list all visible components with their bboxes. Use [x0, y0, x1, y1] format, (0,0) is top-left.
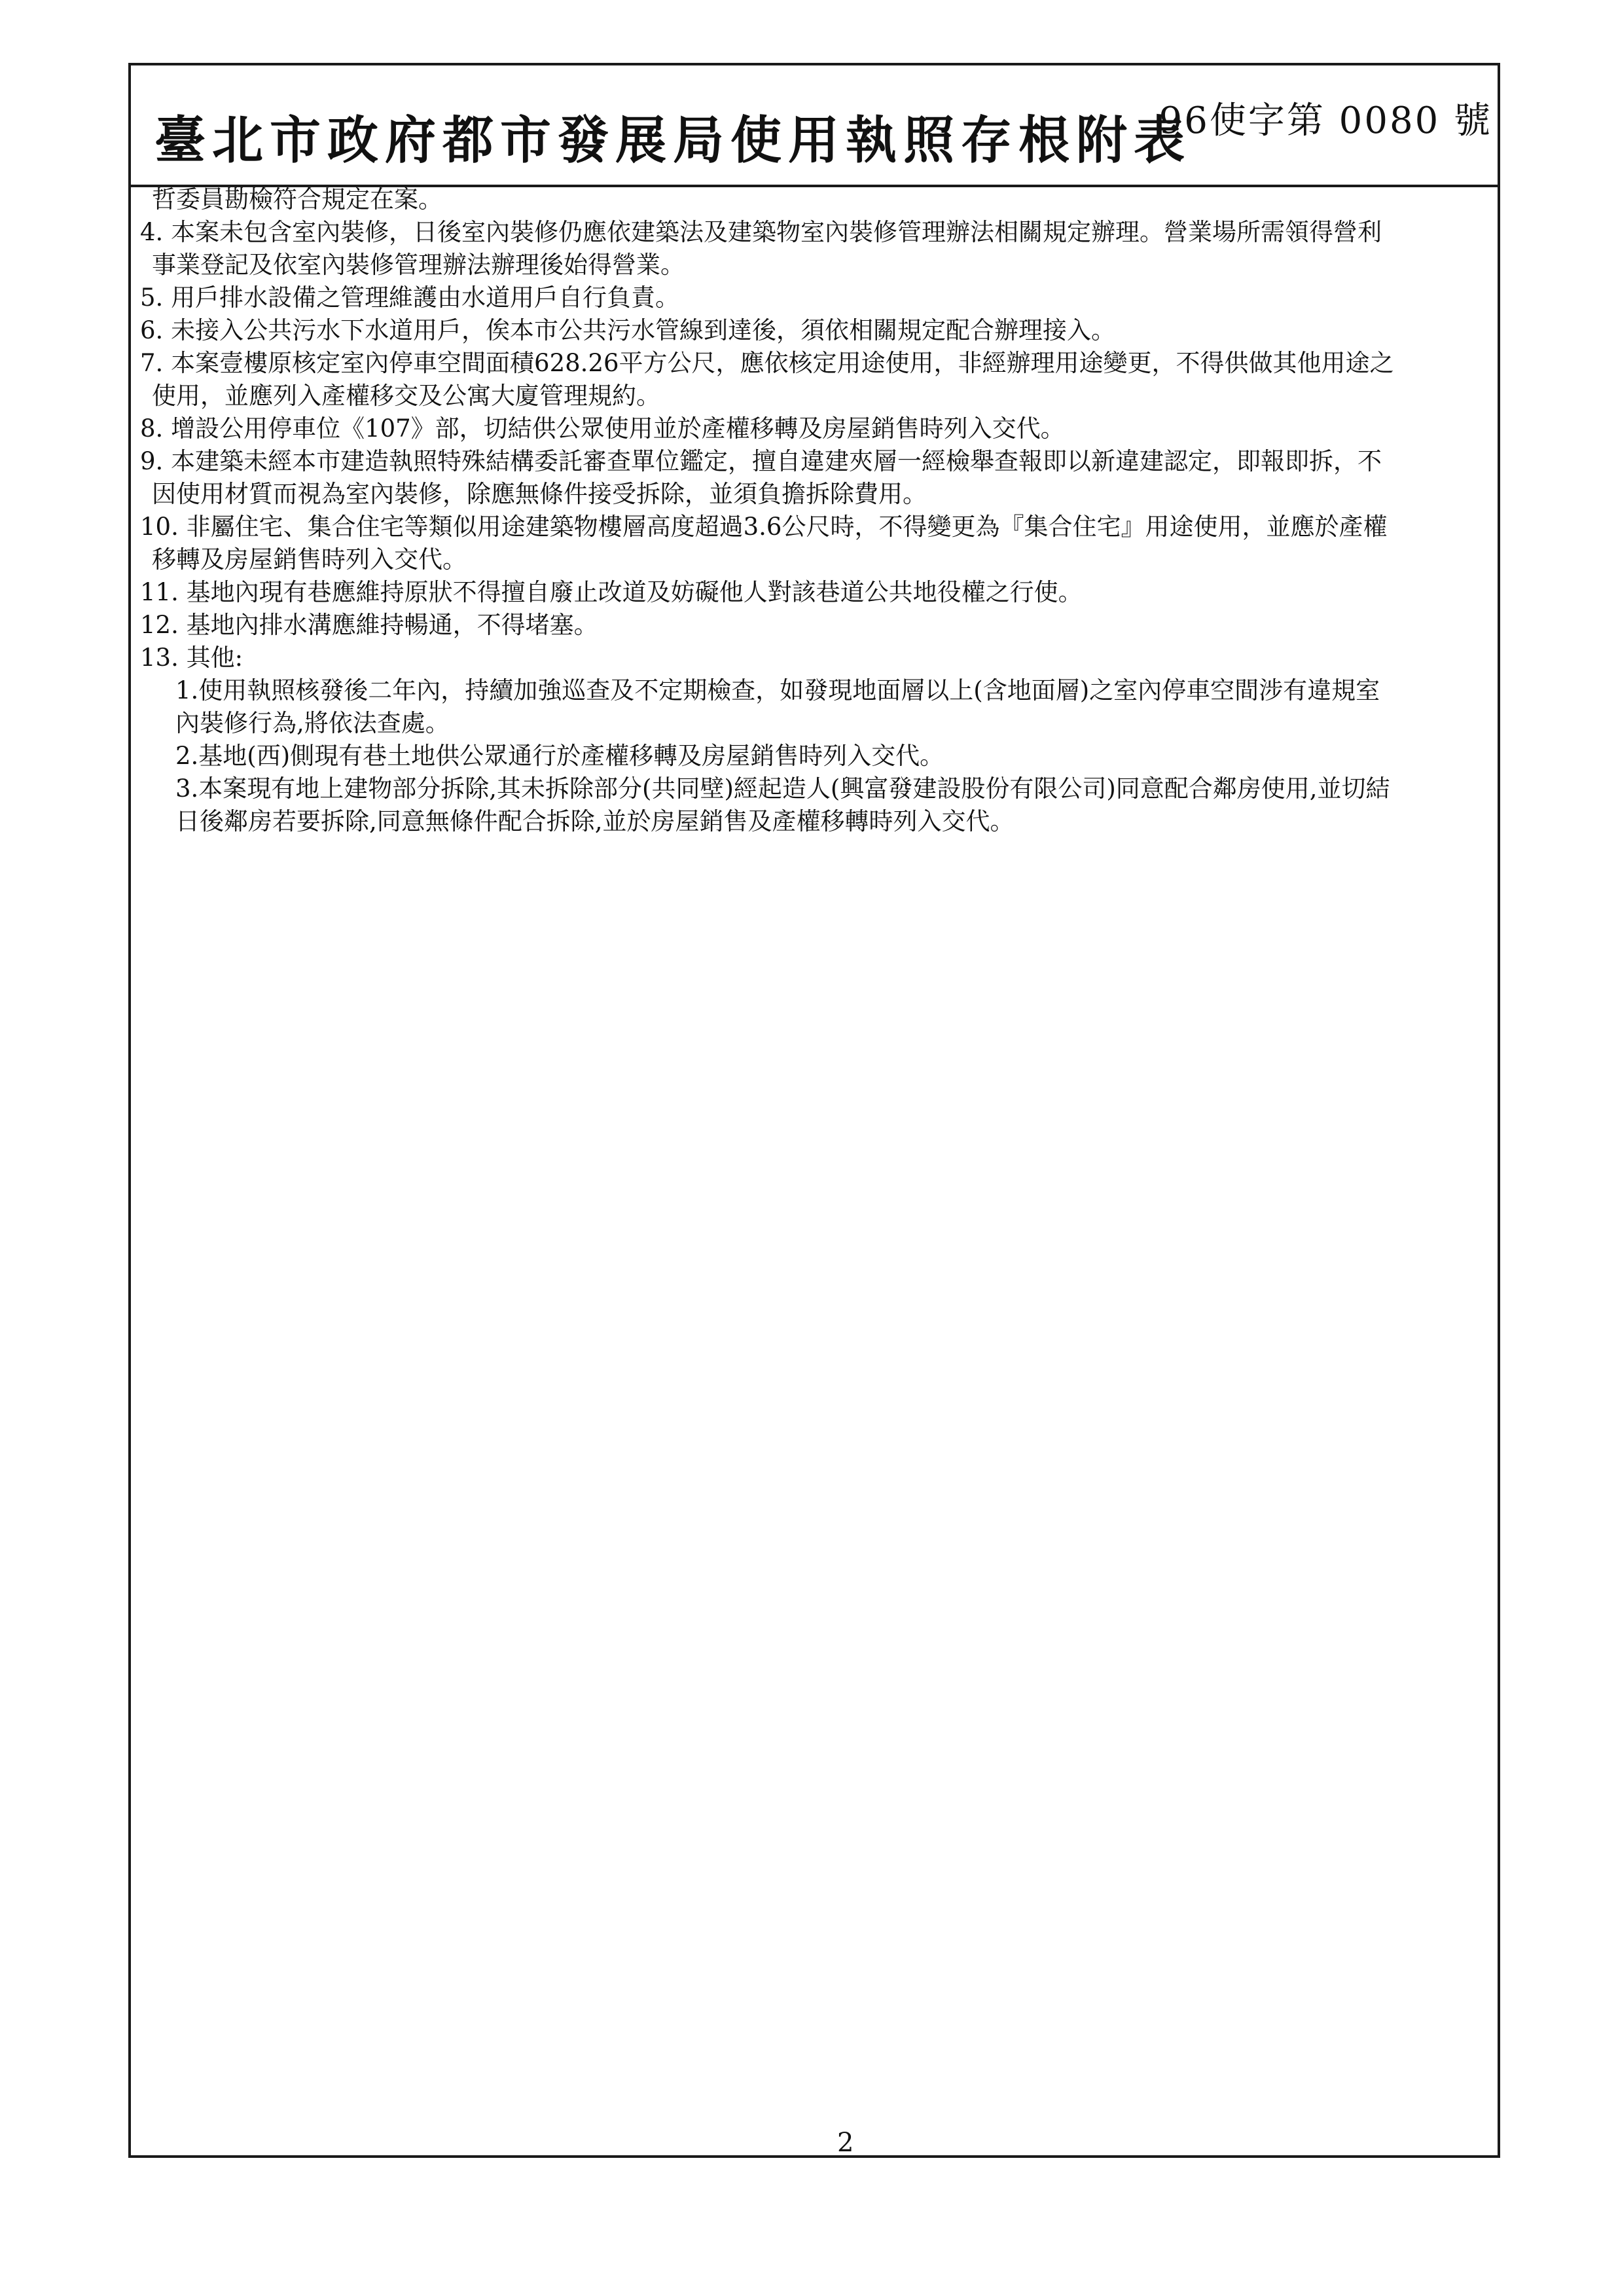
body-line: 13. 其他:: [140, 644, 243, 672]
body-line: 移轉及房屋銷售時列入交代。: [152, 545, 467, 574]
body-line: 4. 本案未包含室內裝修，日後室內裝修仍應依建築法及建築物室內裝修管理辦法相關規定辦理。營業場所需領得營利: [140, 218, 1382, 246]
body-line: 3.本案現有地上建物部分拆除,其未拆除部分(共同壁)經起造人(興富發建設股份有限公司)同意配合鄰房使用,並切結: [175, 774, 1390, 803]
page-number: 2: [837, 2128, 854, 2158]
document-body: [140, 183, 1501, 838]
body-line: 因使用材質而視為室內裝修，除應無條件接受拆除，並須負擔拆除費用。: [152, 480, 927, 508]
body-line: 內裝修行為,將依法查處。: [175, 709, 450, 737]
document-title: 臺北市政府都市發展局使用執照存根附表: [154, 111, 1192, 170]
body-line: 6. 未接入公共污水下水道用戶，俟本市公共污水管線到達後，須依相關規定配合辦理接入。: [140, 316, 1116, 344]
body-line: 日後鄰房若要拆除,同意無條件配合拆除,並於房屋銷售及產權移轉時列入交代。: [175, 807, 1015, 835]
body-line: 10. 非屬住宅、集合住宅等類似用途建築物樓層高度超過3.6公尺時，不得變更為『集合住宅』用途使用，並應於產權: [140, 513, 1388, 541]
body-line: 7. 本案壹樓原核定室內停車空間面積628.26平方公尺，應依核定用途使用，非經辦理用途變更，不得供做其他用途之: [140, 349, 1394, 377]
body-line: 9. 本建築未經本市建造執照特殊結構委託審查單位鑑定，擅自違建夾層一經檢舉查報即以新違建認定，即報即拆，不: [140, 447, 1382, 475]
title-bar: [131, 65, 1498, 187]
body-line: 2.基地(西)側現有巷土地供公眾通行於產權移轉及房屋銷售時列入交代。: [175, 742, 944, 770]
body-line: 11. 基地內現有巷應維持原狀不得擅自廢止改道及妨礙他人對該巷道公共地役權之行使。: [140, 578, 1083, 606]
body-line: 哲委員勘檢符合規定在案。: [152, 185, 442, 213]
body-line: 事業登記及依室內裝修管理辦法辦理後始得營業。: [152, 251, 685, 279]
document-number: 96使字第 0080 號: [1159, 100, 1492, 142]
body-line: 1.使用執照核發後二年內，持續加強巡查及不定期檢查，如發現地面層以上(含地面層)之室內停車空間涉有違規室: [175, 676, 1380, 704]
body-line: 8. 增設公用停車位《107》部，切結供公眾使用並於產權移轉及房屋銷售時列入交代。: [140, 414, 1065, 443]
body-line: 5. 用戶排水設備之管理維護由水道用戶自行負責。: [140, 283, 680, 312]
body-line: 使用，並應列入產權移交及公寓大廈管理規約。: [152, 382, 660, 410]
body-line: 12. 基地內排水溝應維持暢通，不得堵塞。: [140, 611, 598, 639]
